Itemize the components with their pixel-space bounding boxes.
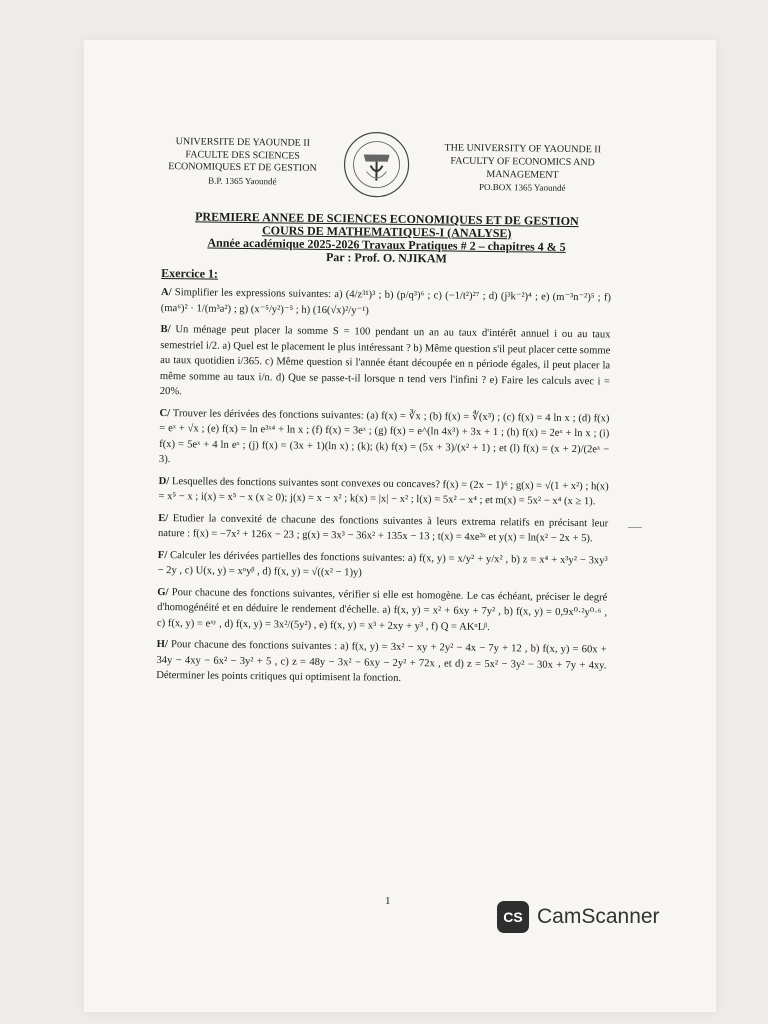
program-title: PREMIERE ANNEE DE SCIENCES ECONOMIQUES ET DE GESTION [195,209,579,229]
page-number: 1 [385,895,391,907]
section-text: Calculer les dérivées partielles des fonctions suivantes: a) f(x, y) = x/y² + y/x² , b) z = x⁴ + x³y² − 3xy³ − 2y , c) U(x, y) = xᵅyᵝ , d) f(x, y) = √((x² − 1)y) [157,549,608,579]
section-text: Un ménage peut placer la somme S = 100 pendant un an au taux d'intérêt annuel i ou au taux semestriel i/2. a) Quel est le placement le plus intéressant ? b) Même question s'il peut placer cette somme au taux quotidien i/365. c) Même question si l'année étant découpée en n période égales, il peut placer la même somme au taux i/n. d) Que se passe-t-il lorsque n tend vers l'infini ? e) Faire les calculs avec i = 20%. [159,324,611,398]
section-e [158,510,608,546]
section-text: Pour chacune des fonctions suivantes : a) f(x, y) = 3x² − xy + 2y² − 4x − 7y + 12 , b) f(x, y) = 60x + 34y − 4xy − 6x² − 3y² + 5 , c) z = 48y − 3x² − 6xy − 2y² + 72x , et d) z = 5x² − 3y² − 30x + 7y + 4xy. Déterminer les points critiques qui optimisent la fonction. [156,639,607,684]
faculty-en-2: MANAGEMENT [486,168,559,181]
document-page [156,128,613,695]
section-label: C/ [159,407,171,419]
section-label: G/ [157,586,169,598]
univ-name-en: THE UNIVERSITY OF YAOUNDE II [444,142,602,156]
section-label: F/ [157,549,168,561]
faculty-en-1: FACULTY OF ECONOMICS AND [450,155,595,169]
section-text: Simplifier les expressions suivantes: a) (4/z³¹)³ ; b) (p/q³)⁶ ; c) (−1/t²)²⁷ ; d) (j³k⁻²)⁴ ; e) (m⁻³n⁻²)⁵ ; f) (ma⁶)² · 1/(m³a²) ; g) (x⁻⁵/y²)⁻⁵ ; h) (16(√x)²/y⁻¹) [160,287,612,317]
section-text: Lesquelles des fonctions suivantes sont convexes ou concaves? f(x) = (2x − 1)⁶ ; g(x) = √(1 + x²) ; h(x) = x⁵ − x ; i(x) = x⁵ − x (x ≥ 0); j(x) = x − x² ; k(x) = |x| − x² ; l(x) = 5x² − x⁴ ; et m(x) = 5x² − x⁴ (x ≥ 1). [158,475,609,508]
camscanner-logo-icon: CS [497,901,529,933]
address-en: PO.BOX 1365 Yaoundé [478,181,566,193]
letterhead [162,128,613,217]
letterhead-french [162,136,323,188]
section-b [160,322,611,405]
section-label: E/ [158,512,169,524]
section-h [156,637,607,689]
section-text: Trouver les dérivées des fonctions suivantes: (a) f(x) = ∛x ; (b) f(x) = ∜(x³) ; (c) f(x) = 4 ln x ; (d) f(x) = eˣ + √x ; (e) f(x) = ln e³ˣ⁴ + ln x ; (f) f(x) = 3eˣ ; (g) f(x) = e^(ln 4x³) + 3x + 1 ; (h) f(x) = 2eˣ + ln x ; (i) f(x) = 5eˣ + 4 ln eˣ ; (j) f(x) = (3x + 1)(ln x) ; (k); (k) f(x) = (5x + 3)/(x² + 1) ; et (l) f(x) = (x + 2)/(2eˣ − 3). [158,407,610,466]
section-text: Etudier la convexité de chacune des fonctions suivantes à leurs extrema relatifs en précisant leur nature : f(x) = −7x² + 126x − 23 ; g(x) = 3x³ − 36x² + 135x − 13 ; t(x) = 4xe³ˣ et y(x) = ln(x² − 2x + 5). [157,512,609,545]
section-label: A/ [160,286,172,299]
letterhead-english [432,141,613,195]
course-title: COURS DE MATHEMATIQUES-I (ANALYSE) [261,223,512,241]
professor: Par : Prof. O. NJIKAM [325,250,447,266]
academic-year: Année académique 2025-2026 Travaux Pratiques # 2 – chapitres 4 & 5 [207,235,566,254]
section-d [158,473,608,509]
section-label: B/ [160,323,171,336]
scan-mark [628,527,642,528]
section-label: D/ [158,475,170,487]
faculty-fr-1: FACULTE DES SCIENCES [185,148,300,162]
section-a [161,285,611,321]
faculty-fr-2: ECONOMIQUES ET DE GESTION [168,161,317,174]
section-g [157,584,608,636]
section-f [157,547,607,583]
section-c [159,405,610,472]
university-seal-icon [342,130,411,199]
univ-name-fr: UNIVERSITE DE YAOUNDE II [175,136,311,149]
camscanner-watermark [497,901,660,933]
document-titles [161,210,612,267]
exercise-title: Exercice 1: [161,265,219,281]
camscanner-text: CamScanner [537,905,660,928]
section-label: H/ [156,638,168,651]
address-fr: B.P. 1365 Yaoundé [208,175,277,186]
section-text: Pour chacune des fonctions suivantes, vérifier si elle est homogène. Le cas échéant, préciser le degré d'homogénéité et en déduire le rendement d'échelle. a) f(x, y) = x² + 6xy + 7y² , b) f(x, y) = 0,9x⁰·²y⁰·⁶ , c) f(x, y) = eˣʸ , d) f(x, y) = 3x²/(5y²) , e) f(x, y) = x³ + 2xy + y³ , f) Q = AKᵅLᵝ. [156,586,608,633]
